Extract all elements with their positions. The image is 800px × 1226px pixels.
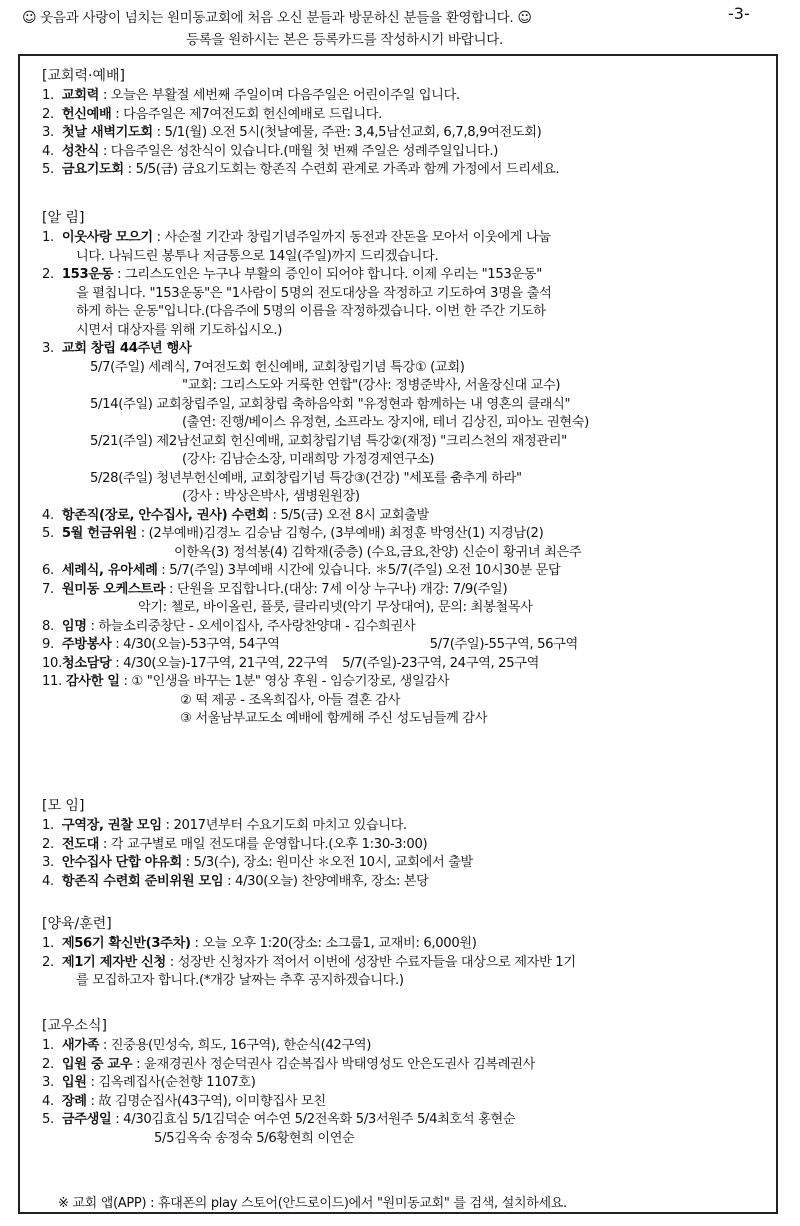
list-item: 7. 원미동 오케스트라 : 단원을 모집합니다.(대상: 7세 이상 누구나) 개강: 7/9(주일): [42, 581, 508, 597]
list-item: 6. 세례식, 유아세례 : 5/7(주일) 3부예배 시간에 있습니다. ＊5/7(주일) 오전 10시30분 문답: [42, 563, 561, 578]
list-item: 1. 구역장, 권찰 모임 : 2017년부터 수요기도회 마치고 있습니다.: [42, 818, 407, 833]
section-meetings: [42, 796, 473, 891]
list-item: 5. 금주생일 : 4/30김효심 5/1김덕순 여수연 5/2전옥화 5/3서원주 5/4최호석 홍현순: [42, 1112, 516, 1127]
welcome-line: [22, 6, 532, 26]
section-title: [모 임]: [42, 798, 85, 814]
list-item: 11. 감사한 일 : ① "인생을 바꾸는 1분" 영상 후원 - 임승기장로, 생일감사: [42, 674, 450, 689]
list-item: 2. 전도대 : 각 교구별로 매일 전도대를 운영합니다.(오후 1:30-3:00): [42, 836, 428, 852]
list-item-continuation: 5/5김옥숙 송정숙 5/6황현희 이연순: [154, 1130, 355, 1146]
event-row-detail: (강사: 김남순소장, 미래희망 가정경제연구소): [182, 452, 435, 467]
smile-icon: ☺: [22, 10, 37, 26]
app-footer-note: ※ 교회 앱(APP) : 휴대폰의 play 스토어(안드로이드)에서 "원미동교회" 를 검색, 설치하세요.: [58, 1196, 567, 1211]
section-title: [알 림]: [42, 210, 85, 226]
list-item: 4. 장례 : 故 김명순집사(43구역), 이미향집사 모친: [42, 1093, 326, 1109]
list-item: 2. 153운동 : 그리스도인은 누구나 부활의 증인이 되어야 합니다. 이제 우리는 "153운동": [42, 267, 542, 282]
list-item-continuation: 하게 하는 운동"입니다.(다음주에 5명의 이름을 작정하겠습니다. 이번 한 주간 기도하: [76, 304, 546, 319]
list-item: 4. 성찬식 : 다음주일은 성찬식이 있습니다.(매월 첫 번째 주일은 성례주일입니다.): [42, 143, 499, 159]
list-item: 5. 금요기도회 : 5/5(금) 금요기도회는 항존직 수련회 관계로 가족과 함께 가정에서 드리세요.: [42, 162, 560, 177]
list-item-continuation: ③ 서울남부교도소 예배에 함께해 주신 성도님들께 감사: [180, 711, 488, 726]
list-item: 10. 청소담당 : 4/30(오늘)-17구역, 21구역, 22구역 5/7(주일)-23구역, 24구역, 25구역: [42, 655, 540, 671]
page-number: -3-: [728, 4, 750, 23]
section-church-calendar: [42, 66, 559, 180]
list-item: 2. 입원 중 교우 : 윤재경권사 정순덕권사 김순복집사 박태영성도 안은도권사 김복례권사: [42, 1056, 535, 1072]
list-item: 3. 첫날 새벽기도회 : 5/1(월) 오전 5시(첫날예물, 주관: 3,4,5남선교회, 6,7,8,9여전도회): [42, 125, 542, 140]
event-row-detail: "교회: 그리스도와 거룩한 연합"(강사: 정병준박사, 서울장신대 교수): [182, 378, 561, 393]
page-header: [0, 0, 800, 52]
event-row-detail: (강사 : 박상은박사, 샘병원원장): [182, 489, 360, 504]
list-item-continuation: ② 떡 제공 - 조옥희집사, 아들 결혼 감사: [180, 692, 401, 708]
event-row: 5/21(주일) 제2남선교회 헌신예배, 교회창립기념 특강②(재정) "크리스천의 재정관리": [90, 433, 567, 449]
list-item: 2. 제1기 제자반 신청 : 성장반 신청자가 적어서 이번에 성장반 수료자들을 대상으로 제자반 1기: [42, 954, 576, 970]
list-item: 4. 항존직(장로, 안수집사, 권사) 수련회 : 5/5(금) 오전 8시 교회출발: [42, 507, 429, 523]
event-row: 5/7(주일) 세례식, 7여전도회 헌신예배, 교회창립기념 특강① (교회): [90, 359, 465, 375]
list-item: 3. 안수집사 단합 야유회 : 5/3(수), 장소: 원미산 ＊오전 10시, 교회에서 출발: [42, 855, 473, 870]
section-member-news: [42, 1016, 535, 1148]
section-training: [42, 914, 576, 991]
list-item: 1. 제56기 확신반(3주차) : 오늘 오후 1:20(장소: 소그룹1, 교재비: 6,000원): [42, 936, 477, 951]
list-item-continuation: 이한옥(3) 정석봉(4) 김학재(중층) (수요,금요,찬양) 신순이 황귀녀 최은주: [174, 544, 582, 560]
list-item-continuation: 악기: 첼로, 바이올린, 플룻, 클라리넷(악기 무상대여), 문의: 최봉철목사: [138, 600, 533, 615]
list-item-continuation: 를 모집하고자 합니다.(*개강 날짜는 추후 공지하겠습니다.): [76, 973, 404, 988]
list-item: 2. 헌신예배 : 다음주일은 제7여전도회 헌신예배로 드립니다.: [42, 106, 382, 122]
registration-note: 등록을 원하시는 본은 등록카드를 작성하시기 바랍니다.: [186, 32, 503, 48]
list-item-continuation: 을 펼칩니다. "153운동"은 "1사람이 5명의 전도대상을 작정하고 기도하여 3명을 출석: [76, 285, 552, 301]
event-row: 5/14(주일) 교회창립주일, 교회창립 축하음악회 "유정현과 함께하는 내 영혼의 클래식": [90, 396, 571, 412]
welcome-text: 웃음과 사랑이 넘치는 원미동교회에 처음 오신 분들과 방문하신 분들을 환영합니다.: [40, 10, 514, 26]
list-item: 4. 항존직 수련회 준비위원 모임 : 4/30(오늘) 찬양예배후, 장소: 본당: [42, 873, 429, 889]
section-title: [교우소식]: [42, 1018, 108, 1034]
list-item-continuation: 시면서 대상자를 위해 기도하십시오.): [76, 322, 282, 338]
list-item: 8. 임명 : 하늘소리중창단 - 오세이집사, 주사랑찬양대 - 김수희권사: [42, 618, 416, 634]
list-item: 1. 새가족 : 진중용(민성숙, 희도, 16구역), 한순식(42구역): [42, 1038, 372, 1053]
list-item: 1. 교회력 : 오늘은 부활절 세번째 주일이며 다음주일은 어린이주일 입니다.: [42, 88, 460, 103]
list-item: 3. 입원 : 김옥례집사(순천향 1107호): [42, 1075, 256, 1090]
bulletin-box: [18, 54, 778, 1214]
smile-icon: ☺: [517, 10, 532, 26]
section-title: [양육/훈련]: [42, 916, 112, 932]
list-item: 3. 교회 창립 44주년 행사: [42, 341, 192, 356]
section-announcements: [42, 208, 589, 729]
event-row: 5/28(주일) 청년부헌신예배, 교회창립기념 특강③(건강) "세포를 춤추게 하라": [90, 470, 522, 486]
list-item-continuation: 니다. 나눠드린 봉투나 저금통으로 14일(주일)까지 드리겠습니다.: [76, 248, 439, 264]
list-item: 5. 5월 헌금위원 : (2부예배)김경노 김승남 김형수, (3부예배) 최정훈 박영산(1) 지경남(2): [42, 526, 544, 541]
section-title: [교회력·예배]: [42, 68, 125, 84]
list-item: 1. 이웃사랑 모으기 : 사순절 기간과 창립기념주일까지 동전과 잔돈을 모아서 이웃에게 나눕: [42, 230, 551, 245]
event-row-detail: (출연: 진행/베이스 유정현, 소프라노 장지애, 테너 김상진, 피아노 권현숙): [182, 415, 589, 430]
list-item: 9. 주방봉사 : 4/30(오늘)-53구역, 54구역 5/7(주일)-55구역, 56구역: [42, 637, 578, 652]
